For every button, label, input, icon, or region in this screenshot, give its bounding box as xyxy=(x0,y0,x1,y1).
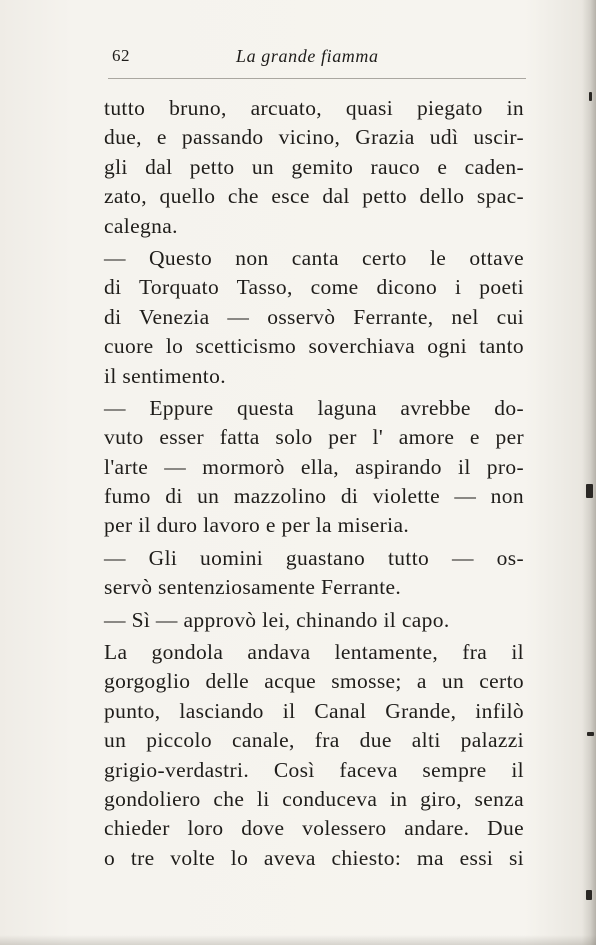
running-header xyxy=(112,46,522,76)
page-number: 62 xyxy=(112,46,130,65)
text-line: servò sentenziosamente Ferrante. xyxy=(104,575,402,600)
page-bottom-edge-shadow xyxy=(0,935,596,945)
text-line: per il duro lavoro e per la miseria. xyxy=(104,513,410,538)
scan-mark xyxy=(586,484,593,498)
text-line: zato, quello che esce dal petto dello spac- xyxy=(104,184,524,209)
text-line: — Sì — approvò lei, chinando il capo. xyxy=(104,607,450,632)
text-line: fumo di un mazzolino di violette — non xyxy=(104,484,524,509)
text-line: di Venezia — osservò Ferrante, nel cui xyxy=(104,304,524,329)
text-line: cuore lo scetticismo soverchiava ogni tanto xyxy=(104,334,524,359)
scan-mark xyxy=(586,890,592,900)
text-line: — Eppure questa laguna avrebbe do- xyxy=(104,395,524,420)
text-line: grigio-verdastri. Così faceva sempre il xyxy=(104,757,524,782)
text-line: — Questo non canta certo le ottave xyxy=(104,245,524,270)
text-line: punto, lasciando il Canal Grande, infilò xyxy=(104,698,524,723)
running-title: La grande fiamma xyxy=(236,46,379,66)
text-line: l'arte — mormorò ella, aspirando il pro- xyxy=(104,454,524,479)
text-line: o tre volte lo aveva chiesto: ma essi si xyxy=(104,845,524,870)
text-line: — Gli uomini guastano tutto — os- xyxy=(104,545,524,570)
text-line: La gondola andava lentamente, fra il xyxy=(104,640,524,665)
text-line: due, e passando vicino, Grazia udì uscir- xyxy=(104,125,524,150)
paragraph xyxy=(104,394,524,541)
header-rule xyxy=(108,78,526,79)
text-line: tutto bruno, arcuato, quasi piegato in xyxy=(104,96,524,120)
paragraph xyxy=(104,544,524,603)
paragraph xyxy=(104,244,524,391)
text-line: vuto esser fatta solo per l' amore e per xyxy=(104,425,524,450)
text-line: il sentimento. xyxy=(104,363,226,388)
scan-mark xyxy=(587,732,594,736)
page-right-edge-shadow xyxy=(582,0,596,945)
text-line: gorgoglio delle acque smosse; a un certo xyxy=(104,669,524,694)
text-line: gli dal petto un gemito rauco e caden- xyxy=(104,154,524,179)
text-line: calegna. xyxy=(104,213,178,238)
paragraph xyxy=(104,94,524,241)
body-text xyxy=(104,94,524,873)
paragraph xyxy=(104,606,524,635)
text-line: un piccolo canale, fra due alti palazzi xyxy=(104,728,524,753)
scan-mark xyxy=(589,92,592,101)
text-line: di Torquato Tasso, come dicono i poeti xyxy=(104,275,524,300)
text-line: chieder loro dove volessero andare. Due xyxy=(104,816,524,841)
paragraph xyxy=(104,638,524,873)
text-line: gondoliero che li conduceva in giro, senza xyxy=(104,786,524,811)
